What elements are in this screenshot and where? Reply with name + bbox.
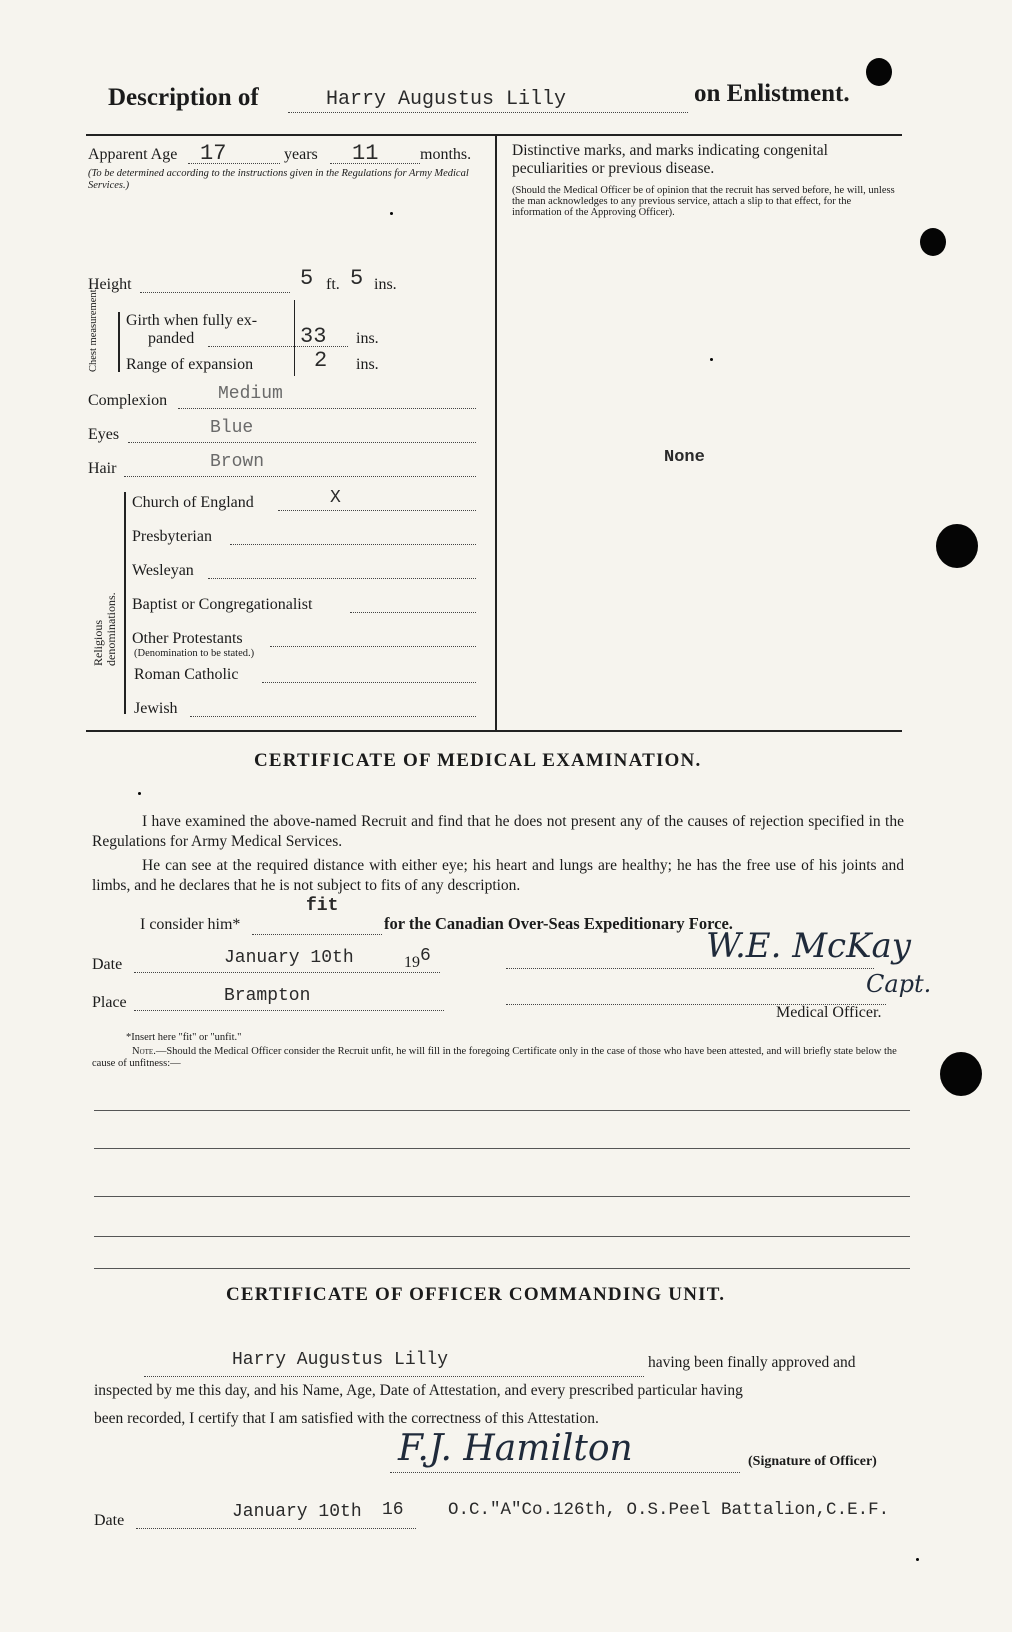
medical-date-year-value: 6 bbox=[420, 946, 431, 966]
medical-date-line bbox=[134, 972, 440, 973]
religion-side-label: Religious denominations. bbox=[91, 592, 118, 666]
religion-bracket bbox=[124, 492, 126, 714]
medical-officer-signature: W.E. McKay bbox=[706, 926, 911, 966]
religion-line bbox=[262, 682, 476, 683]
header-prefix: Description of bbox=[108, 84, 259, 111]
religion-other-protestants: Other Protestants bbox=[132, 630, 243, 647]
eyes-line bbox=[128, 442, 476, 443]
paper-speck bbox=[710, 358, 713, 361]
commanding-date-value: January 10th bbox=[232, 1502, 362, 1522]
commanding-signature-line bbox=[390, 1472, 740, 1473]
consider-suffix: for the Canadian Over-Seas Expeditionary Force. bbox=[384, 914, 733, 933]
hair-label: Hair bbox=[88, 460, 117, 477]
commanding-date-line bbox=[136, 1528, 416, 1529]
header-suffix: on Enlistment. bbox=[694, 80, 850, 107]
medical-place-value: Brampton bbox=[224, 986, 311, 1006]
paper-speck bbox=[138, 792, 141, 795]
commanding-date-label: Date bbox=[94, 1512, 125, 1529]
medical-para-2: He can see at the required distance with either eye; his heart and lungs are healthy; he has the free use of his joints and limbs, and he declares that he is not subject to fits of any description. bbox=[92, 857, 904, 894]
paper-speck bbox=[916, 1558, 919, 1561]
unfitness-line bbox=[94, 1236, 910, 1237]
height-ft: 5 bbox=[300, 266, 314, 291]
distinctive-marks-value: None bbox=[664, 448, 705, 467]
girth-unit: ins. bbox=[356, 330, 379, 347]
medical-certificate-title: CERTIFICATE OF MEDICAL EXAMINATION. bbox=[254, 750, 702, 771]
religion-jewish: Jewish bbox=[134, 700, 178, 717]
religion-church-of-england: Church of England bbox=[132, 494, 254, 511]
apparent-age-label: Apparent Age bbox=[88, 146, 178, 163]
medical-officer-label: Medical Officer. bbox=[776, 1004, 882, 1021]
unfit-note-text: —Should the Medical Officer consider the Recruit unfit, he will fill in the foregoing Certificate only in the case of those who have been attested, and will briefly state below the cause of unfitness:— bbox=[92, 1046, 897, 1069]
complexion-value: Medium bbox=[218, 384, 283, 404]
unfit-note-label: Note. bbox=[132, 1046, 156, 1057]
distinctive-marks-heading: Distinctive marks, and marks indicating congenital peculiarities or previous disease. bbox=[512, 142, 828, 177]
age-note: (To be determined according to the instructions given in the Regulations for Army Medical Services.) bbox=[88, 168, 469, 191]
girth-label-2: panded bbox=[148, 330, 195, 347]
religion-presbyterian: Presbyterian bbox=[132, 528, 212, 545]
commanding-officer-signature: F.J. Hamilton bbox=[398, 1428, 633, 1469]
religion-line bbox=[270, 646, 476, 647]
religion-line bbox=[208, 578, 476, 579]
commanding-unit: O.C."A"Co.126th, O.S.Peel Battalion,C.E.F. bbox=[448, 1500, 890, 1520]
recruit-name-line bbox=[144, 1376, 644, 1377]
commanding-date-year: 16 bbox=[382, 1500, 404, 1520]
chest-side-label: Chest measurement. bbox=[88, 286, 99, 372]
bottom-rule bbox=[86, 730, 902, 732]
header-name-line bbox=[288, 112, 688, 113]
column-divider bbox=[495, 136, 497, 730]
range-label: Range of expansion bbox=[126, 356, 254, 373]
girth-line bbox=[208, 346, 348, 347]
medical-officer-rank: Capt. bbox=[866, 970, 932, 998]
distinctive-marks-note: (Should the Medical Officer be of opinion that the recruit has served before, he will, unless the man acknowledges to any previous service, attach a slip to that effect, for the information of the Approving Officer). bbox=[512, 185, 895, 218]
age-years: 17 bbox=[200, 141, 227, 166]
religion-line bbox=[278, 510, 476, 511]
commanding-text-2: inspected by me this day, and his Name, Age, Date of Attestation, and every prescribed particular having bbox=[94, 1382, 743, 1399]
medical-date-year-prefix: 19 bbox=[404, 954, 420, 971]
medical-place-line bbox=[134, 1010, 444, 1011]
religion-mark: X bbox=[330, 488, 341, 508]
unfitness-line bbox=[94, 1110, 910, 1111]
chest-bracket bbox=[118, 312, 120, 372]
commanding-certificate-title: CERTIFICATE OF OFFICER COMMANDING UNIT. bbox=[226, 1284, 726, 1305]
complexion-label: Complexion bbox=[88, 392, 168, 409]
medical-place-label: Place bbox=[92, 994, 127, 1011]
recruit-name: Harry Augustus Lilly bbox=[232, 1350, 449, 1370]
top-rule bbox=[86, 134, 902, 136]
range-unit: ins. bbox=[356, 356, 379, 373]
unfit-note bbox=[92, 1046, 904, 1070]
commanding-text-1: having been finally approved and bbox=[648, 1354, 856, 1371]
months-label: months. bbox=[420, 146, 472, 163]
medical-date-label: Date bbox=[92, 956, 123, 973]
girth-label-1: Girth when fully ex- bbox=[126, 312, 258, 329]
consider-line bbox=[252, 934, 382, 935]
other-protestants-note: (Denomination to be stated.) bbox=[134, 648, 255, 659]
hair-value: Brown bbox=[210, 452, 265, 472]
religion-line bbox=[190, 716, 476, 717]
religion-wesleyan: Wesleyan bbox=[132, 562, 194, 579]
hair-line bbox=[124, 476, 476, 477]
header-name: Harry Augustus Lilly bbox=[326, 88, 567, 111]
range-value: 2 bbox=[314, 348, 328, 373]
height-ins-label: ins. bbox=[374, 276, 397, 293]
height-label: Height bbox=[88, 276, 132, 293]
punch-hole bbox=[940, 1052, 982, 1096]
religion-line bbox=[230, 544, 476, 545]
medical-para-1: I have examined the above-named Recruit and find that he does not present any of the causes of rejection specified in the Regulations for Army Medical Services. bbox=[92, 813, 904, 850]
unfitness-line bbox=[94, 1196, 910, 1197]
ft-label: ft. bbox=[326, 276, 340, 293]
religion-line bbox=[350, 612, 476, 613]
eyes-value: Blue bbox=[210, 418, 254, 438]
commanding-text-3: been recorded, I certify that I am satisfied with the correctness of this Attestation. bbox=[94, 1410, 599, 1427]
punch-hole bbox=[920, 228, 946, 256]
commanding-signature-label: (Signature of Officer) bbox=[748, 1454, 877, 1469]
years-label: years bbox=[284, 146, 318, 163]
religion-roman-catholic: Roman Catholic bbox=[134, 666, 239, 683]
girth-value: 33 bbox=[300, 324, 327, 349]
medical-signature-line bbox=[506, 968, 874, 969]
height-line bbox=[140, 292, 290, 293]
eyes-label: Eyes bbox=[88, 426, 120, 443]
consider-prefix: I consider him* bbox=[140, 916, 241, 933]
religion-baptist: Baptist or Congregationalist bbox=[132, 596, 313, 613]
unfitness-line bbox=[94, 1148, 910, 1149]
chest-box-line bbox=[294, 300, 295, 376]
punch-hole bbox=[866, 58, 892, 86]
unfitness-line bbox=[94, 1268, 910, 1269]
punch-hole bbox=[936, 524, 978, 568]
height-in: 5 bbox=[350, 266, 364, 291]
complexion-line bbox=[178, 408, 476, 409]
age-months: 11 bbox=[352, 141, 379, 166]
insert-note: *Insert here "fit" or "unfit." bbox=[126, 1032, 242, 1043]
paper-speck bbox=[390, 212, 393, 215]
consider-value: fit bbox=[306, 896, 339, 916]
medical-date-value: January 10th bbox=[224, 948, 354, 968]
